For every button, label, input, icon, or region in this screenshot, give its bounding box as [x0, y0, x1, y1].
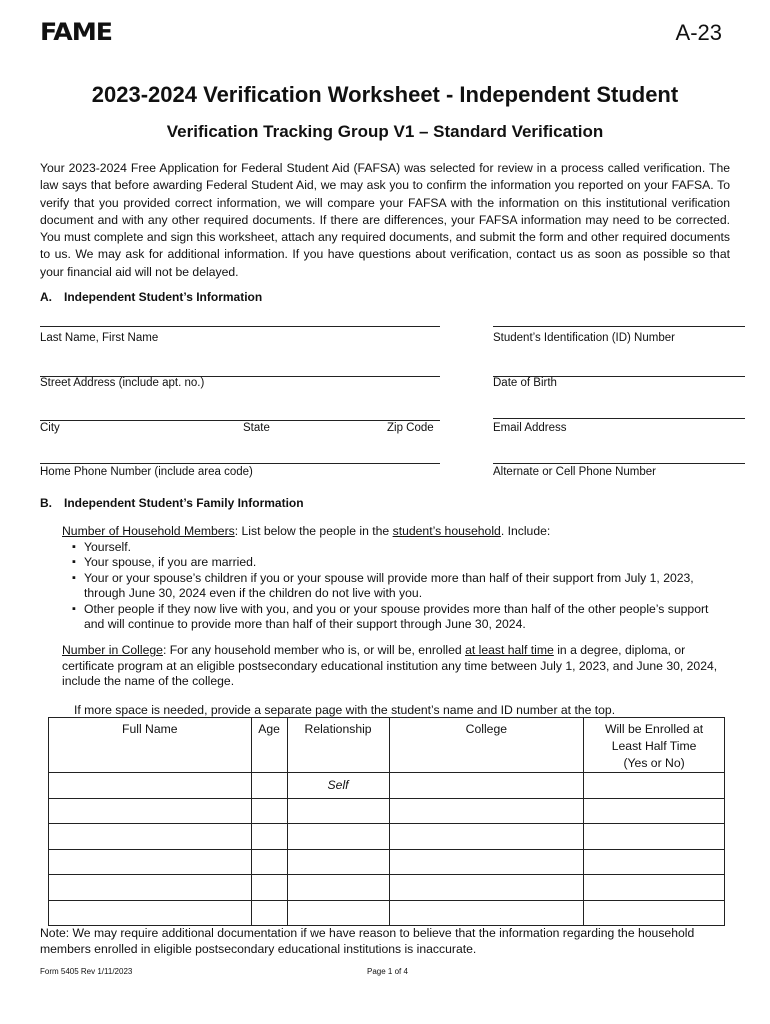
section-b-heading — [40, 496, 304, 510]
household-table — [48, 717, 725, 926]
enrolled-cell[interactable] — [584, 798, 725, 824]
relationship-cell-self: Self — [287, 773, 389, 799]
table-row — [49, 875, 725, 901]
half-time-term: at least half time — [465, 643, 554, 657]
relationship-cell[interactable] — [287, 849, 389, 875]
footer-form-revision: Form 5405 Rev 1/11/2023 — [40, 967, 133, 976]
city-field-label: City — [40, 422, 60, 434]
full-name-cell[interactable] — [49, 900, 252, 926]
college-cell[interactable] — [389, 798, 584, 824]
age-cell[interactable] — [251, 875, 287, 901]
email-field-line[interactable] — [493, 418, 745, 419]
section-b-letter: B. — [40, 496, 52, 510]
relationship-cell[interactable] — [287, 900, 389, 926]
table-row — [49, 773, 725, 799]
household-members-text: : List below the people in the — [234, 524, 393, 538]
col-relationship: Relationship — [287, 718, 389, 773]
age-cell[interactable] — [251, 798, 287, 824]
col-enrolled-line-3: (Yes or No) — [623, 756, 685, 770]
college-cell[interactable] — [389, 824, 584, 850]
table-row — [49, 900, 725, 926]
bullet-item: ▪ Yourself. — [62, 540, 732, 556]
col-enrolled — [584, 718, 725, 773]
street-field-label: Street Address (include apt. no.) — [40, 377, 205, 389]
alt-phone-field-label: Alternate or Cell Phone Number — [493, 466, 656, 478]
relationship-cell[interactable] — [287, 875, 389, 901]
city-state-zip-field-line[interactable] — [40, 420, 440, 421]
full-name-cell[interactable] — [49, 875, 252, 901]
section-a-title: Independent Student’s Information — [64, 290, 263, 304]
full-name-cell[interactable] — [49, 849, 252, 875]
student-id-field-line[interactable] — [493, 326, 745, 327]
enrolled-cell[interactable] — [584, 824, 725, 850]
student-id-field-label: Student’s Identification (ID) Number — [493, 332, 675, 344]
household-members-include: . Include: — [500, 524, 551, 538]
section-b-title: Independent Student’s Family Information — [64, 496, 304, 510]
enrolled-cell[interactable] — [584, 849, 725, 875]
email-field-label: Email Address — [493, 422, 567, 434]
documentation-note: Note: We may require additional documentation if we have reason to believe that the information regarding the household members enrolled in eligible postsecondary educational institutions is inaccurate. — [40, 926, 695, 956]
name-field-label: Last Name, First Name — [40, 332, 159, 344]
number-in-college-paragraph — [62, 643, 732, 690]
college-text-2: in a degree, diploma, or certificate program at an eligible postsecondary educational institution any time between July 1, 2023, and June 30, 2024, include the name of the college. — [62, 643, 718, 688]
dob-field-label: Date of Birth — [493, 377, 557, 389]
age-cell[interactable] — [251, 900, 287, 926]
bullet-item: ▪ Your spouse, if you are married. — [62, 555, 732, 571]
number-in-college-term: Number in College — [62, 643, 163, 657]
household-members-block — [62, 524, 732, 633]
household-members-intro — [62, 524, 732, 540]
col-age: Age — [251, 718, 287, 773]
college-cell[interactable] — [389, 900, 584, 926]
form-code: A-23 — [675, 20, 722, 45]
table-header-row — [49, 718, 725, 773]
household-members-term: Number of Household Members — [62, 524, 235, 538]
alt-phone-field-line[interactable] — [493, 463, 745, 464]
full-name-cell[interactable] — [49, 773, 252, 799]
col-enrolled-line-1: Will be Enrolled at — [604, 722, 704, 736]
fame-logo: FAME — [40, 18, 112, 46]
col-enrolled-line-2: Least Half Time — [611, 739, 697, 753]
table-row — [49, 824, 725, 850]
col-full-name: Full Name — [49, 718, 252, 773]
col-college: College — [389, 718, 584, 773]
page-title: 2023-2024 Verification Worksheet - Independent Student — [91, 82, 679, 107]
students-household-term: student’s household — [392, 524, 501, 538]
enrolled-cell[interactable] — [584, 900, 725, 926]
bullet-item: ▪ Your or your spouse’s children if you or your spouse will provide more than half of their support from July 1, 2023, through June 30, 2024 even if the children do not live with you. — [62, 571, 732, 602]
college-cell[interactable] — [389, 773, 584, 799]
age-cell[interactable] — [251, 849, 287, 875]
footer-page-number: Page 1 of 4 — [367, 967, 408, 976]
age-cell[interactable] — [251, 773, 287, 799]
age-cell[interactable] — [251, 824, 287, 850]
page-subtitle: Verification Tracking Group V1 – Standard Verification — [166, 122, 604, 141]
college-cell[interactable] — [389, 849, 584, 875]
home-phone-field-line[interactable] — [40, 463, 440, 464]
college-cell[interactable] — [389, 875, 584, 901]
household-bullet-list — [62, 540, 732, 633]
full-name-cell[interactable] — [49, 824, 252, 850]
table-row — [49, 849, 725, 875]
table-row — [49, 798, 725, 824]
section-a-letter: A. — [40, 290, 52, 304]
intro-paragraph: Your 2023-2024 Free Application for Federal Student Aid (FAFSA) was selected for review in a process called verification. The law says that before awarding Federal Student Aid, we may ask you to confirm the information you reported on your FAFSA. To verify that you provided correct information, we will compare your FAFSA with the information on this institutional verification document and with any other required documents. If there are differences, your FAFSA information may need to be corrected. You must complete and sign this worksheet, attach any required documents, and submit the form and other required documents to us. We may ask for additional information. If you have questions about verification, contact us as soon as possible so that your financial aid will not be delayed. — [40, 161, 730, 279]
zip-field-label: Zip Code — [387, 422, 434, 434]
relationship-cell[interactable] — [287, 824, 389, 850]
bullet-item: ▪ Other people if they now live with you, and you or your spouse provides more than half of the other people’s support and will continue to provide more than half of their support through June 30, 2024. — [62, 602, 732, 633]
full-name-cell[interactable] — [49, 798, 252, 824]
enrolled-cell[interactable] — [584, 875, 725, 901]
home-phone-field-label: Home Phone Number (include area code) — [40, 466, 253, 478]
relationship-cell[interactable] — [287, 798, 389, 824]
section-a-heading — [40, 290, 262, 304]
name-field-line[interactable] — [40, 326, 440, 327]
state-field-label: State — [243, 422, 270, 434]
enrolled-cell[interactable] — [584, 773, 725, 799]
more-space-note: If more space is needed, provide a separate page with the student’s name and ID number at the top. — [74, 703, 616, 717]
college-text-1: : For any household member who is, or will be, enrolled — [162, 643, 466, 657]
